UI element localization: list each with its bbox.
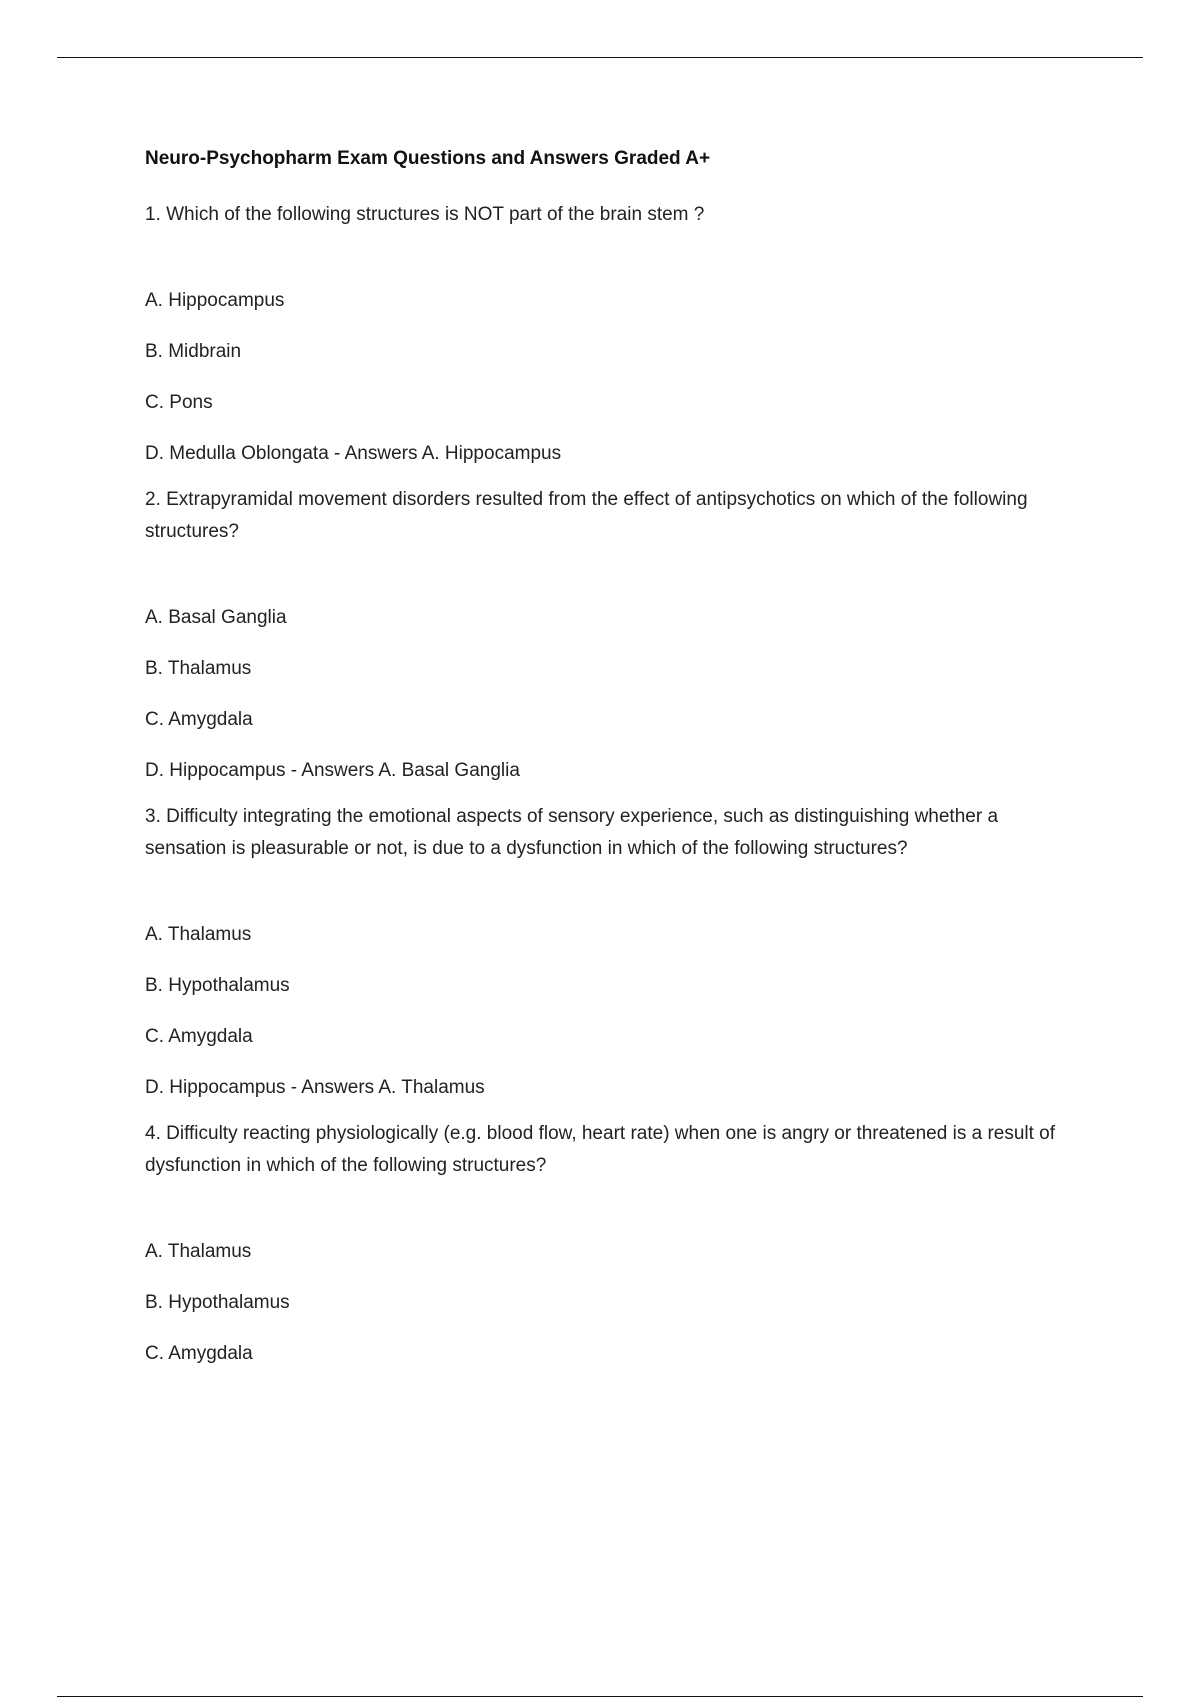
question-spacer (145, 231, 1065, 289)
question-text: 4. Difficulty reacting physiologically (e.g. blood flow, heart rate) when one is angry or threatened is a result of dysfunction in which of the following structures? (145, 1123, 1056, 1176)
question-spacer (145, 865, 1065, 923)
answer-option: A. Hippocampus (145, 290, 285, 311)
answer-option: B. Hypothalamus (145, 975, 290, 996)
answer-option: A. Thalamus (145, 1241, 252, 1262)
footer-rule (57, 1696, 1143, 1697)
answer-option: C. Amygdala (145, 1343, 253, 1364)
answer-option: A. Thalamus (145, 924, 252, 945)
question-text: 1. Which of the following structures is NOT part of the brain stem ? (145, 204, 705, 225)
answer-option: B. Midbrain (145, 341, 242, 362)
question-block (145, 801, 1065, 1100)
answer-option: B. Hypothalamus (145, 1292, 290, 1313)
answer-option: C. Amygdala (145, 709, 253, 730)
document-body (145, 147, 1065, 1393)
answer-option: C. Pons (145, 392, 213, 413)
answer-option: C. Amygdala (145, 1026, 253, 1047)
answer-option: B. Thalamus (145, 658, 252, 679)
question-spacer (145, 548, 1065, 606)
answer-option: A. Basal Ganglia (145, 607, 287, 628)
answer-option-with-answer: D. Medulla Oblongata - Answers A. Hippocampus (145, 443, 562, 464)
question-block (145, 199, 1065, 466)
question-spacer (145, 1182, 1065, 1240)
document-title: Neuro-Psychopharm Exam Questions and Answers Graded A+ (145, 148, 711, 169)
question-text: 2. Extrapyramidal movement disorders resulted from the effect of antipsychotics on which of the following structures? (145, 489, 1028, 542)
header-rule (57, 57, 1143, 58)
question-text: 3. Difficulty integrating the emotional aspects of sensory experience, such as distinguishing whether a sensation is pleasurable or not, is due to a dysfunction in which of the following structures? (145, 806, 999, 859)
question-block (145, 484, 1065, 783)
answer-option-with-answer: D. Hippocampus - Answers A. Basal Ganglia (145, 760, 520, 781)
question-block (145, 1118, 1065, 1366)
answer-option-with-answer: D. Hippocampus - Answers A. Thalamus (145, 1077, 485, 1098)
